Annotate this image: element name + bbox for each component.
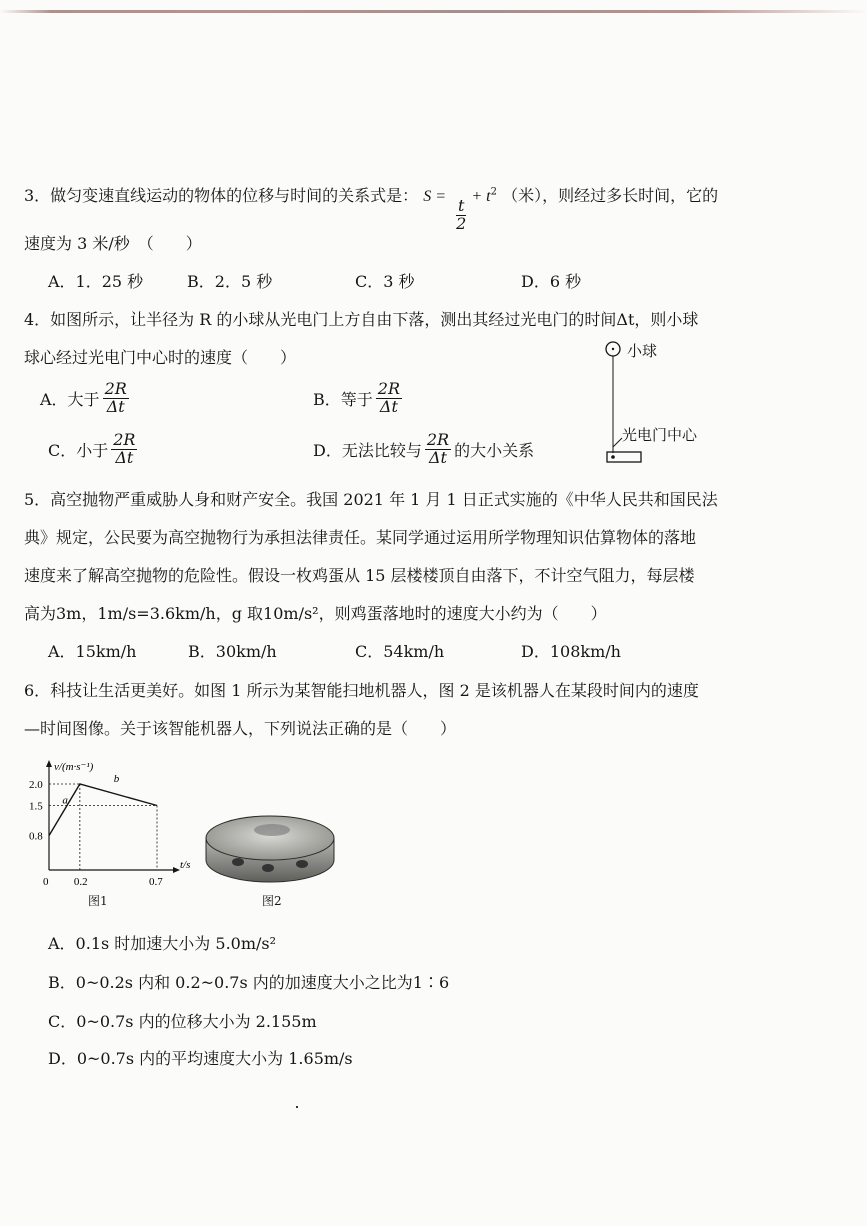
q5-option-d: D．108km/h [521, 642, 621, 661]
q5-line3: 速度来了解高空抛物的危险性。假设一枚鸡蛋从 15 层楼楼顶自由落下，不计空气阻力，每层楼 [24, 566, 695, 585]
q3-option-c: C．3 秒 [355, 272, 415, 291]
fig1-caption: 图1 [88, 894, 108, 908]
y-axis-arrow [46, 760, 52, 767]
q4-line2: 球心经过光电门中心时的速度（ ） [24, 348, 297, 367]
q3-text-post: （米），则经过多长时间，它的 [502, 186, 719, 205]
scan-top-border [0, 10, 867, 13]
q4-option-c: C．小于 $\frac{2R}{\Delta t}$ [48, 430, 136, 467]
q5-option-b: B．30km/h [188, 642, 277, 661]
x-tick-label: 0.2 [73, 876, 88, 888]
x-tick-label: 0 [43, 876, 49, 888]
q4-option-d: D．无法比较与 $\frac{2R}{\Delta t}$ 的大小关系 [313, 430, 535, 467]
x-tick-label: 0.7 [149, 876, 163, 888]
q3-text-pre: 3．做匀变速直线运动的物体的位移与时间的关系式是： [24, 186, 419, 205]
q6-option-c: C．0~0.7s 内的位移大小为 2.155m [48, 1012, 317, 1031]
q5-line4: 高为3m，1m/s=3.6km/h，g 取10m/s²，则鸡蛋落地时的速度大小约为（ ） [24, 604, 607, 623]
q5-option-c: C．54km/h [355, 642, 445, 661]
robot-vacuum-image [202, 808, 338, 894]
y-tick-label: 1.5 [29, 800, 43, 813]
q4-gate-label: 光电门中心 [622, 426, 698, 444]
q6-line2: —时间图像。关于该智能机器人，下列说法正确的是（ ） [24, 719, 457, 738]
y-tick-label: 2.0 [29, 779, 43, 791]
x-axis-label: t/s [180, 859, 191, 871]
segment-label-b: b [113, 773, 120, 785]
q5-line2: 典》规定，公民要为高空抛物行为承担法律责任。某同学通过运用所学物理知识估算物体的落地 [24, 528, 697, 547]
fig2-caption: 图2 [262, 894, 282, 908]
q5-option-a: A．15km/h [48, 642, 137, 661]
y-axis-label: v/(m·s⁻¹) [54, 761, 94, 773]
segment-label-a: a [62, 794, 68, 807]
q3-formula-fraction: $\frac{t}{2}$ [456, 196, 467, 233]
y-tick-label: 0.8 [29, 830, 43, 843]
q6-option-b: B．0~0.2s 内和 0.2~0.7s 内的加速度大小之比为1∶6 [48, 973, 450, 992]
q4-ball-label: 小球 [627, 342, 658, 360]
q3-formula-exp: 2 [490, 186, 497, 198]
q3-line2: 速度为 3 米/秒 （ ） [24, 234, 202, 253]
velocity-line [49, 784, 157, 836]
vt-chart [20, 752, 210, 892]
x-axis-arrow [173, 867, 180, 873]
q4-option-b: B．等于 $\frac{2R}{\Delta t}$ [313, 379, 400, 416]
q6-option-a: A．0.1s 时加速大小为 5.0m/s² [48, 934, 277, 953]
q5-line1: 5．高空抛物严重威胁人身和财产安全。我国 2021 年 1 月 1 日正式实施的《中华人民共和国民法 [24, 490, 718, 509]
q6-option-d: D．0~0.7s 内的平均速度大小为 1.65m/s [48, 1049, 353, 1068]
q4-figure [600, 335, 720, 470]
scan-speck [296, 1106, 298, 1108]
q4-option-a: A．大于 $\frac{2R}{\Delta t}$ [40, 379, 127, 416]
q3-line1 [24, 183, 718, 233]
q3-formula-lhs: S = [423, 188, 447, 205]
q3-option-d: D．6 秒 [521, 272, 582, 291]
q3-formula-rest: + t [471, 188, 491, 205]
q6-line1: 6．科技让生活更美好。如图 1 所示为某智能扫地机器人，图 2 是该机器人在某段时间内的速度 [24, 681, 699, 700]
q3-option-a: A．1．25 秒 [48, 272, 144, 291]
q3-option-b: B．2．5 秒 [187, 272, 273, 291]
q4-line1: 4．如图所示，让半径为 R 的小球从光电门上方自由下落，测出其经过光电门的时间Δt，则小球 [24, 310, 699, 329]
